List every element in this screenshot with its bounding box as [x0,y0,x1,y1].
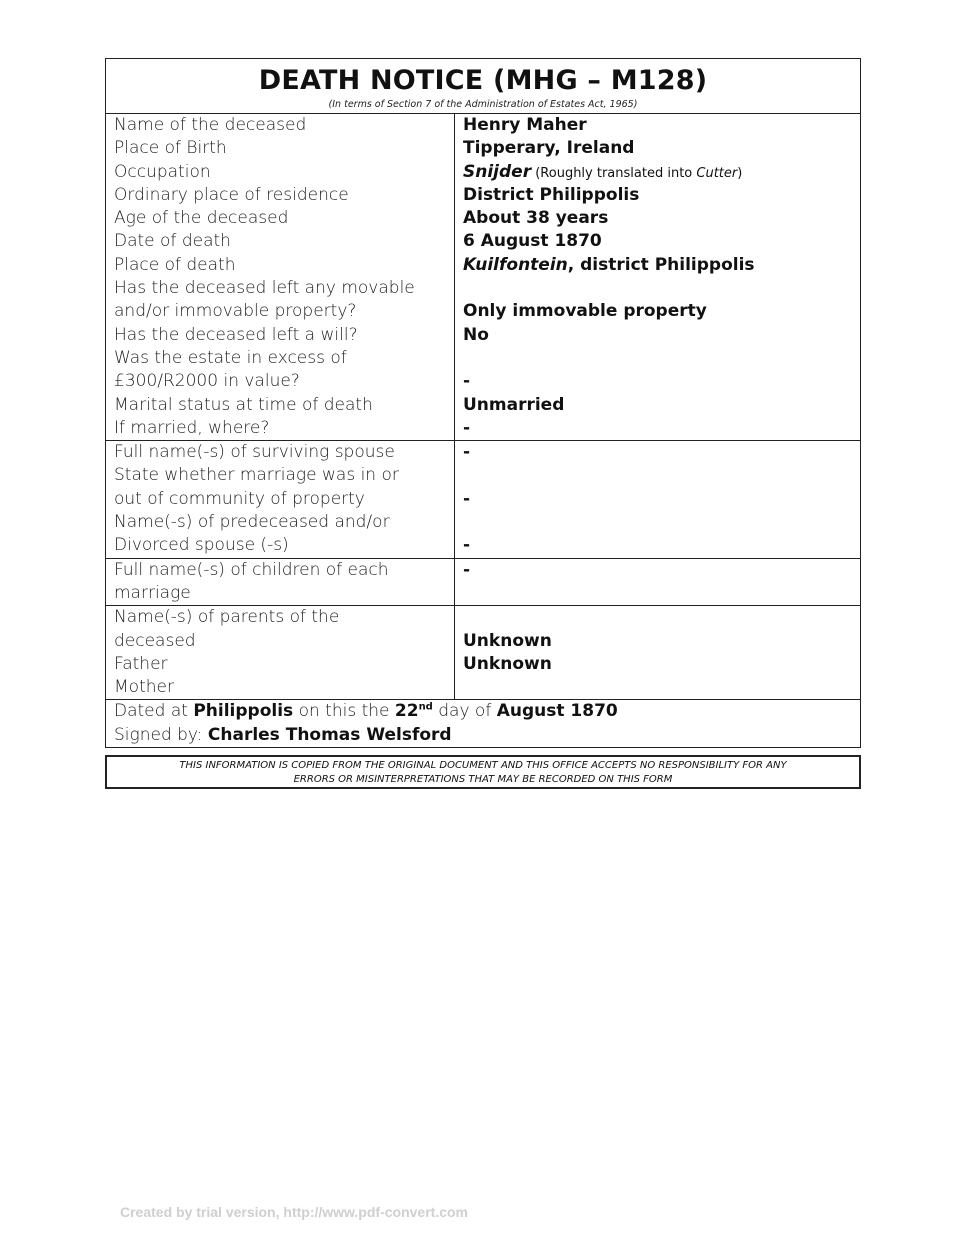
parents-section [106,606,860,700]
dated-prefix: Dated at [114,701,194,722]
married-where-label: If married, where? [114,417,270,438]
spouse-labels [106,441,455,557]
death-notice-form [105,58,861,748]
spouse-section [106,441,860,558]
occupation-note-word: Cutter [696,165,738,181]
dated-day [395,701,433,721]
dated-day-number: 22 [394,701,419,722]
community-spacer [463,464,860,487]
signed-line [114,724,860,747]
disclaimer-line2: ERRORS OR MISINTERPRETATIONS THAT MAY BE RECORDED ON THIS FORM [293,774,673,785]
dated-month-year: August 1870 [496,701,618,722]
community-value: - [463,488,471,509]
father-label: Father [114,653,168,674]
predeceased-label-line2: Divorced spouse (-s) [114,535,289,556]
age-value: About 38 years [463,208,609,229]
children-value: - [463,559,471,580]
predeceased-value: - [463,535,471,556]
mother-label: Mother [114,677,174,698]
estate-label-line1: Was the estate in excess of [114,347,347,368]
place-of-death-value [463,254,860,277]
date-of-death-label: Date of death [114,231,231,252]
place-of-death-district: , district Philippolis [567,254,755,275]
estate-label-line2: £300/R2000 in value? [114,371,300,392]
occupation-label: Occupation [114,161,211,182]
deceased-values [455,114,860,440]
property-spacer [463,277,860,300]
place-of-death-farm: Kuilfontein [463,254,568,275]
will-label: Has the deceased left a will? [114,324,358,345]
residence-value: District Philippolis [463,184,640,205]
age-label: Age of the deceased [114,208,289,229]
children-label-line1: Full name(-s) of children of each [114,559,389,580]
parents-values [455,606,860,699]
estate-spacer [463,347,860,370]
place-of-death-label: Place of death [114,254,236,275]
form-header [106,59,860,114]
date-of-death-value: 6 August 1870 [463,231,602,252]
father-value: Unknown [463,630,552,651]
form-title: DEATH NOTICE (MHG – M128) [258,65,708,96]
property-value: Only immovable property [463,301,707,322]
spouse-values [455,441,860,557]
married-where-value: - [463,417,471,438]
name-value: Henry Maher [463,115,587,135]
dated-block [106,700,860,747]
children-labels [106,559,455,606]
predeceased-label-line1: Name(-s) of predeceased and/or [114,512,390,533]
disclaimer-line1: THIS INFORMATION IS COPIED FROM THE ORIGINAL DOCUMENT AND THIS OFFICE ACCEPTS NO RESPONSIBILITY FOR ANY [179,760,787,771]
spouse-name-value: - [463,442,471,463]
occupation-word: Snijder [463,161,532,182]
parents-labels [106,606,455,699]
watermark-text: Created by trial version, http://www.pdf-convert.com [120,1204,468,1220]
deceased-labels [106,114,455,440]
dated-place: Philippolis [193,701,294,722]
dated-day-suffix: nd [418,701,433,713]
marital-status-value: Unmarried [463,394,565,415]
parents-label-line1: Name(-s) of parents of the [114,607,340,628]
children-section [106,559,860,607]
property-label-line1: Has the deceased left any movable [114,278,415,299]
signed-prefix: Signed by: [114,724,208,745]
form-subtitle: (In terms of Section 7 of the Administration of Estates Act, 1965) [328,99,638,110]
residence-label: Ordinary place of residence [114,184,349,205]
dated-line [114,700,860,723]
spouse-name-label: Full name(-s) of surviving spouse [114,442,395,463]
deceased-details-section [106,114,860,441]
occupation-note-suffix: ) [737,165,743,181]
occupation-value [463,161,860,184]
dated-day-of: day of [432,701,497,722]
estate-value: - [463,371,471,392]
community-label-line1: State whether marriage was in or [114,465,399,486]
marital-status-label: Marital status at time of death [114,394,373,415]
birth-label: Place of Birth [114,138,227,159]
name-label: Name of the deceased [114,115,307,135]
property-label-line2: and/or immovable property? [114,301,357,322]
mother-value: Unknown [463,653,552,674]
children-values [455,559,860,606]
community-label-line2: out of community of property [114,488,365,509]
signer-name: Charles Thomas Welsford [207,724,452,745]
children-label-line2: marriage [114,582,191,603]
dated-middle: on this the [293,701,395,722]
parents-label-line2: deceased [114,630,196,651]
parents-spacer [463,606,860,629]
signature-section [106,700,860,747]
occupation-note-prefix: (Roughly translated into [531,165,697,181]
will-value: No [463,324,489,345]
birth-value: Tipperary, Ireland [463,138,635,159]
predeceased-spacer [463,511,860,534]
disclaimer-box [105,755,861,789]
